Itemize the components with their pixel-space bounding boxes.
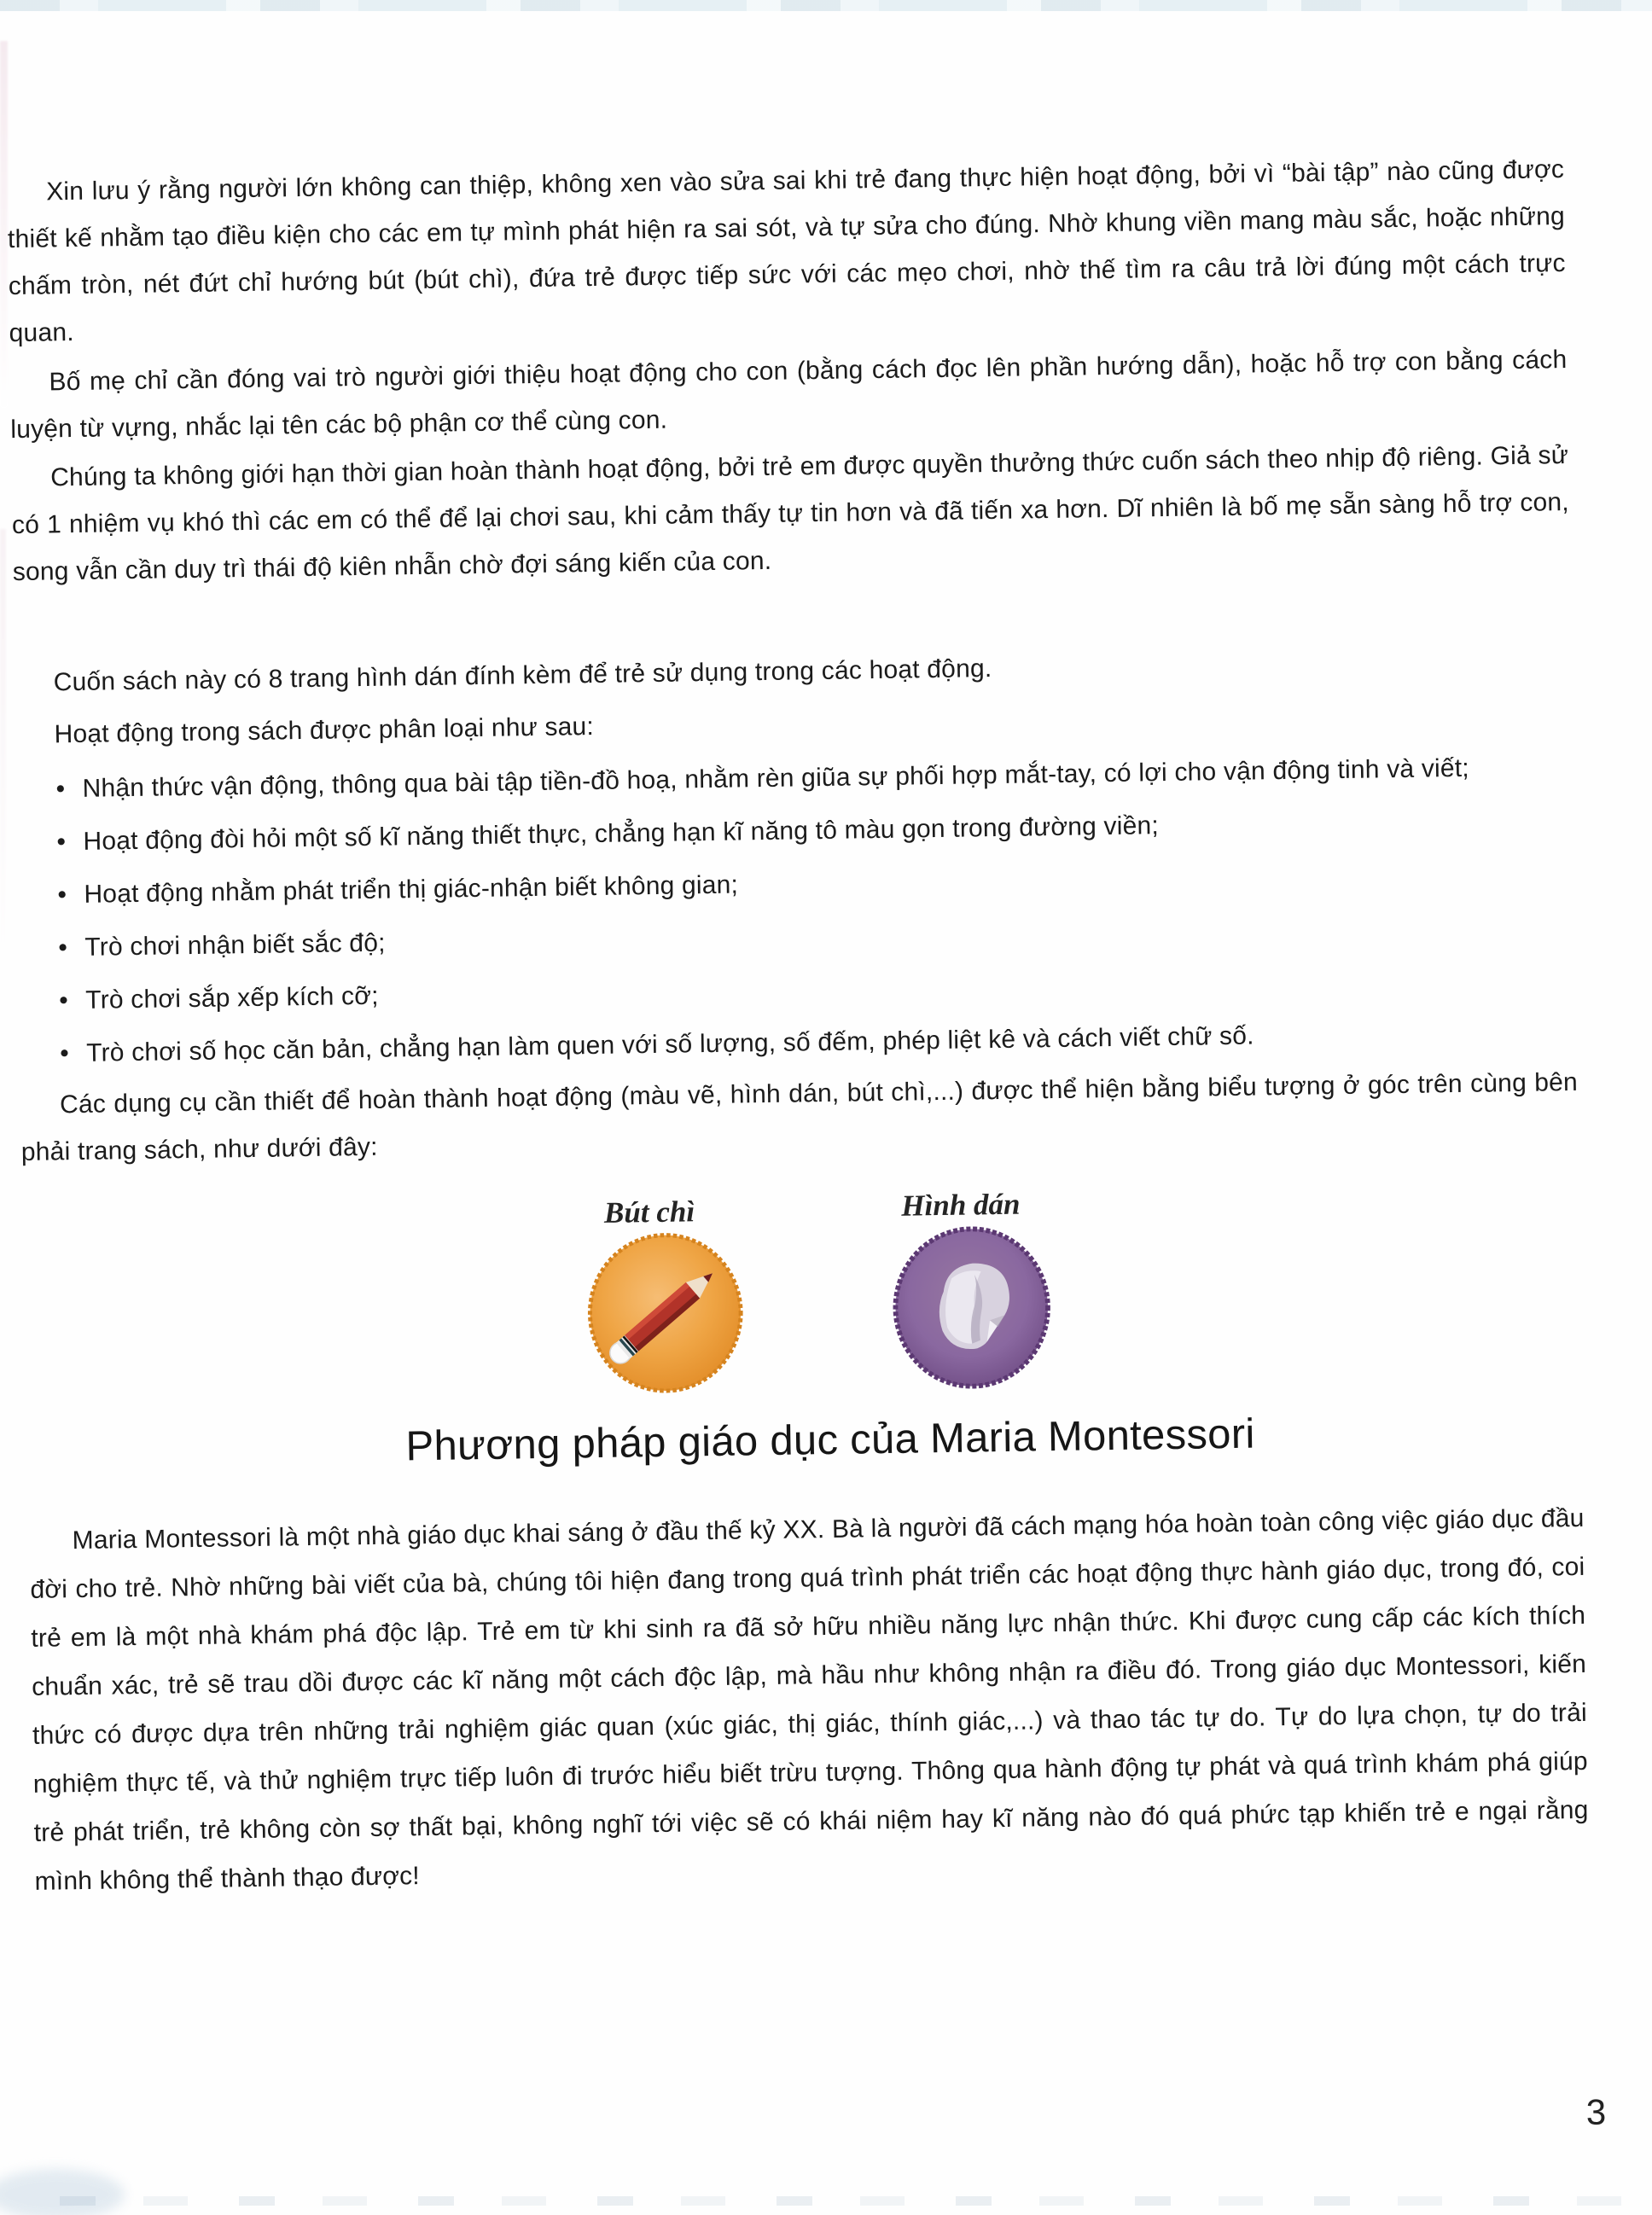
list-item: • Trò chơi nhận biết sắc độ; [18, 898, 1632, 975]
paragraph-no-intervention: Xin lưu ý rằng người lớn không can thiệp, không xen vào sửa sai khi trẻ đang thực hiện hoạt động, bởi vì “bài tập” nào cũng được thiết kế nhằm tạo điều kiện cho các em tự mình phát hiện ra sai sót, và tự sửa cho đúng. Nhờ khung viền mang màu sắc, hoặc những chấm tròn, nét đứt chỉ hướng bút (bút chì), đứa trẻ được tiếp sức với các mẹo chơi, nhờ thế tìm ra câu trả lời đúng một cách trực quan. [7, 155, 1566, 348]
sticker-icon [888, 1224, 1055, 1392]
activity-type-list [15, 740, 1632, 1081]
tools-note: Các dụng cụ cần thiết để hoàn thành hoạt động (màu vẽ, hình dán, bút chì,...) được thể hiện bằng biểu tượng ở góc trên cùng bên phải trang sách, như dưới đây: [20, 1067, 1579, 1166]
sticker-label: Hình dán [901, 1187, 1021, 1223]
list-item: • Trò chơi số học căn bản, chẳng hạn làm quen với số lượng, số đếm, phép liệt kê và cách viết chữ số. [20, 1004, 1633, 1081]
pencil-label: Bút chì [603, 1195, 695, 1230]
list-item: • Nhận thức vận động, thông qua bài tập tiền-đồ hoạ, nhằm rèn giũa sự phối hợp mắt-tay, có lợi cho vận động tinh và viết; [15, 740, 1629, 817]
list-item: • Hoạt động nhằm phát triển thị giác-nhận biết không gian; [17, 846, 1631, 922]
classification-intro: Hoạt động trong sách được phân loại như sau: [54, 712, 595, 749]
paragraph-no-time-limit: Chúng ta không giới hạn thời gian hoàn thành hoạt động, bởi trẻ em được quyền thưởng thức cuốn sách theo nhịp độ riêng. Giả sử có 1 nhiệm vụ khó thì các em có thể để lại chơi sau, khi cảm thấy tự tin hơn và đã tiến xa hơn. Dĩ nhiên là bố mẹ sẵn sàng hỗ trợ con, song vẫn cần duy trì thái độ kiên nhẫn chờ đợi sáng kiến của con. [11, 441, 1570, 587]
pencil-icon [583, 1230, 747, 1396]
page-number: 3 [1585, 2091, 1607, 2132]
section-heading: Phương pháp giáo dục của Maria Montessori [405, 1410, 1255, 1470]
list-item: • Hoạt động đòi hỏi một số kĩ năng thiết thực, chẳng hạn kĩ năng tô màu gọn trong đường viền; [16, 793, 1630, 869]
paragraph-parent-role: Bố mẹ chỉ cần đóng vai trò người giới thiệu hoạt động cho con (bằng cách đọc lên phần hướng dẫn), hoặc hỗ trợ con bằng cách luyện từ vựng, nhắc lại tên các bộ phận cơ thể cùng con. [10, 346, 1568, 445]
paragraph-montessori: Maria Montessori là một nhà giáo dục khai sáng ở đầu thế kỷ XX. Bà là người đã cách mạng hóa hoàn toàn công việc giáo dục đầu đời cho trẻ. Nhờ những bài viết của bà, chúng tôi hiện đang trong quá trình phát triển các hoạt động thực hành giáo dục, trong đó, coi trẻ em là một nhà khám phá độc lập. Trẻ em từ khi sinh ra đã sở hữu nhiều năng lực nhận thức. Khi được cung cấp các kích thích chuẩn xác, trẻ sẽ trau dồi được các kĩ năng một cách độc lập, mà hầu như không nhận ra điều đó. Trong giáo dục Montessori, kiến thức có được dựa trên những trải nghiệm giác quan (xúc giác, thị giác, thính giác,...) và thao tác tự do. Tự do lựa chọn, tự do trải nghiệm thực tế, và thử nghiệm trực tiếp luôn đi trước hiểu biết trừu tượng. Thông qua hành động tự phát và quá trình khám phá giúp trẻ phát triển, trẻ không còn sợ thất bại, không nghĩ tới việc sẽ có khái niệm hay kĩ năng nào đó quá phức tạp khiến trẻ e ngại rằng mình không thể thành thạo được! [30, 1503, 1589, 1896]
stickers-note: Cuốn sách này có 8 trang hình dán đính kèm để trẻ sử dụng trong các hoạt động. [53, 654, 992, 697]
list-item: • Trò chơi sắp xếp kích cỡ; [19, 951, 1632, 1028]
